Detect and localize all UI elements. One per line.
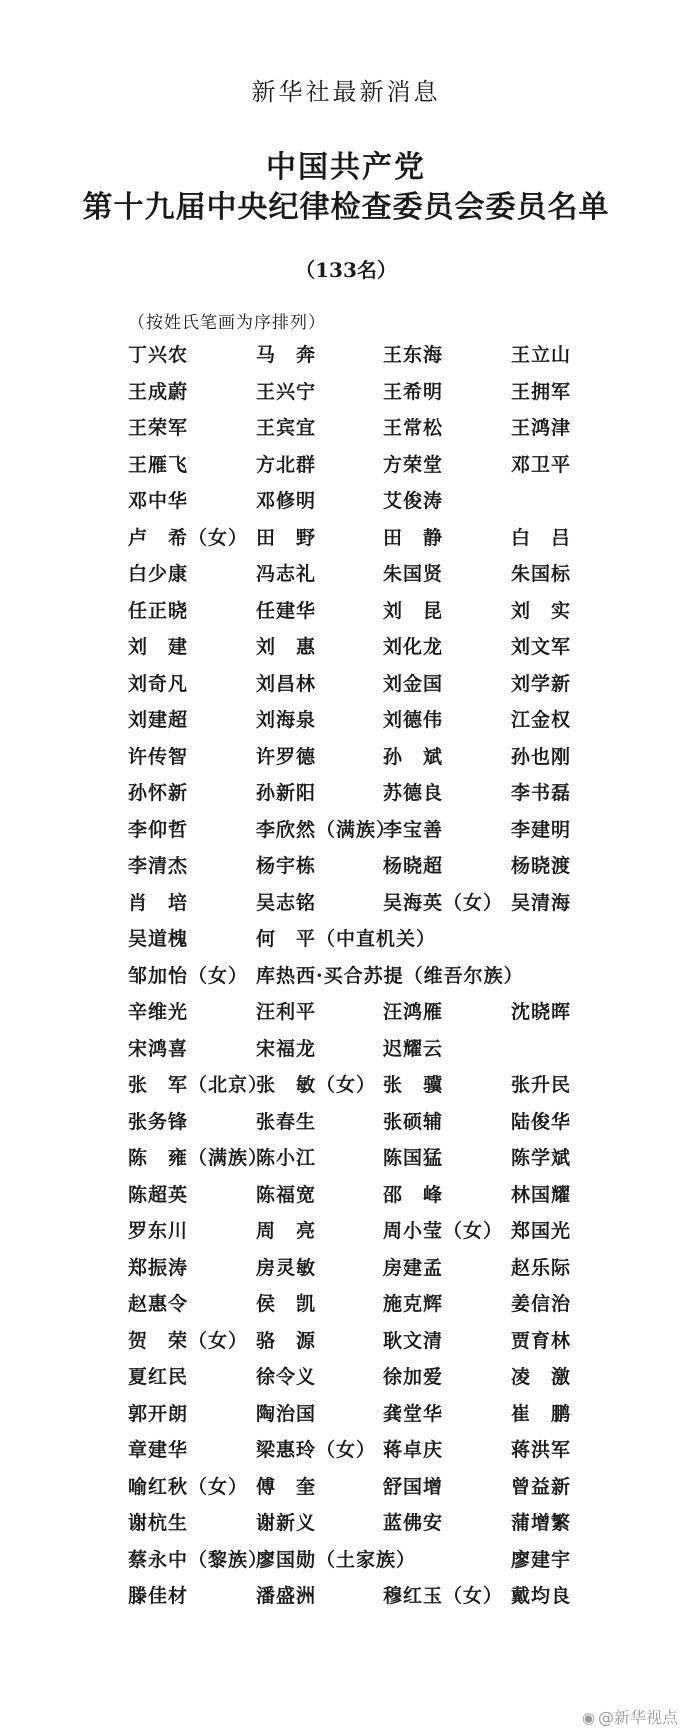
member-name: 蓝佛安 (383, 1512, 444, 1534)
member-name: 郑国光 (511, 1220, 572, 1242)
member-row (128, 991, 658, 1028)
member-name: 孙新阳 (256, 782, 317, 804)
member-name: 张 骥 (383, 1074, 444, 1096)
member-name: 苏德良 (383, 782, 444, 804)
member-name: 汪鸿雁 (383, 1001, 444, 1023)
member-row (128, 1429, 658, 1466)
member-name: 戴均良 (511, 1585, 572, 1607)
member-row (128, 517, 658, 554)
member-name: 马 奔 (256, 344, 317, 366)
member-name: 陶治国 (256, 1402, 317, 1425)
member-name: 宋鸿喜 (128, 1037, 189, 1060)
member-row (128, 1101, 658, 1138)
member-name: 刘 惠 (256, 636, 317, 658)
member-name: 蒋卓庆 (383, 1439, 444, 1461)
member-row (128, 407, 658, 444)
member-name: 任建华 (256, 599, 317, 622)
member-row (128, 480, 658, 517)
member-name: 吴志铭 (256, 891, 317, 914)
member-name: 蒲增繁 (511, 1512, 572, 1534)
member-name: 冯志礼 (256, 563, 317, 585)
member-name: 贺 荣（女） (128, 1329, 249, 1352)
member-row (128, 1174, 658, 1211)
member-name: 田 野 (256, 526, 317, 549)
member-name: 朱国贤 (383, 563, 444, 585)
member-name: 何 平（中直机关） (256, 928, 437, 950)
member-name: 廖建宇 (511, 1548, 572, 1571)
member-name: 邓修明 (256, 490, 317, 512)
member-name: 蒋洪军 (511, 1439, 572, 1461)
member-name: 刘 实 (511, 599, 572, 622)
member-name: 方北群 (256, 453, 317, 476)
member-name: 侯 凯 (256, 1293, 317, 1315)
member-name: 孙 斌 (383, 745, 444, 768)
title-party: 中国共产党 (266, 150, 426, 185)
member-name: 曾益新 (511, 1475, 572, 1498)
member-name: 李清杰 (128, 855, 189, 877)
member-name: 许传智 (128, 745, 189, 768)
member-name: 喻红秋（女） (128, 1475, 249, 1498)
member-name: 刘金国 (383, 672, 444, 695)
member-name: 王常松 (383, 417, 444, 439)
member-name: 赵乐际 (511, 1256, 572, 1279)
member-row (128, 663, 658, 700)
member-row (128, 1247, 658, 1284)
member-row (128, 882, 658, 919)
member-name: 迟耀云 (383, 1037, 444, 1060)
member-name: 朱国标 (511, 563, 572, 585)
member-name: 肖 培 (128, 891, 189, 914)
member-name: 刘 昆 (383, 599, 444, 622)
member-name: 龚堂华 (383, 1402, 444, 1425)
member-name: 张 军（北京） (128, 1074, 269, 1096)
member-name: 王兴宁 (256, 380, 317, 403)
member-row (128, 334, 658, 371)
member-name: 周小莹（女） (383, 1220, 504, 1242)
member-name: 田 静 (383, 526, 444, 549)
member-name: 方荣堂 (383, 453, 444, 476)
member-row (128, 626, 658, 663)
member-name: 陈 雍（满族） (128, 1147, 269, 1169)
member-name: 许罗德 (256, 745, 317, 768)
member-name: 陈学斌 (511, 1147, 572, 1169)
member-name: 施克辉 (383, 1293, 444, 1315)
member-name: 库热西·买合苏提（维吾尔族） (256, 964, 524, 987)
member-name: 杨宇栋 (256, 855, 317, 877)
member-name: 陆俊华 (511, 1110, 572, 1133)
member-name: 王希明 (383, 380, 444, 403)
member-name: 张硕辅 (383, 1110, 444, 1133)
member-name: 王雁飞 (128, 453, 189, 476)
member-name: 吴道槐 (128, 928, 189, 950)
member-name: 张春生 (256, 1110, 317, 1133)
member-name: 汪利平 (256, 1001, 317, 1023)
member-name: 崔 鹏 (511, 1402, 572, 1425)
watermark (582, 1705, 678, 1728)
member-name: 刘文军 (511, 636, 572, 658)
member-name: 徐加爱 (383, 1366, 444, 1388)
member-row (128, 918, 658, 955)
member-name: 林国耀 (511, 1183, 572, 1206)
member-name-grid (128, 334, 658, 1612)
member-name: 李仰哲 (128, 818, 189, 841)
member-name: 耿文清 (383, 1329, 444, 1352)
member-row (128, 845, 658, 882)
weibo-icon: ◉ (581, 1709, 595, 1727)
member-name: 吴清海 (511, 891, 572, 914)
member-name: 张升民 (511, 1074, 572, 1096)
member-name: 刘 建 (128, 636, 189, 658)
member-name: 王成蔚 (128, 380, 189, 403)
member-name: 李建明 (511, 818, 572, 841)
member-name: 傅 奎 (256, 1475, 317, 1498)
member-row (128, 772, 658, 809)
member-row (128, 1210, 658, 1247)
member-name: 邓中华 (128, 490, 189, 512)
member-name: 卢 希（女） (128, 526, 249, 549)
member-row (128, 1028, 658, 1065)
member-name: 潘盛洲 (256, 1585, 317, 1607)
member-name: 刘建超 (128, 709, 189, 731)
member-name: 邵 峰 (383, 1183, 444, 1206)
member-row (128, 371, 658, 408)
member-name: 周 亮 (256, 1220, 317, 1242)
watermark-text: @新华视点 (597, 1708, 678, 1727)
member-name: 陈超英 (128, 1183, 189, 1206)
member-row (128, 809, 658, 846)
member-name: 舒国增 (383, 1475, 444, 1498)
member-name: 王宾宜 (256, 417, 317, 439)
member-name: 陈国猛 (383, 1147, 444, 1169)
member-name: 杨晓超 (383, 855, 444, 877)
member-name: 任正晓 (128, 599, 189, 622)
member-name: 贾育林 (511, 1329, 572, 1352)
member-name: 孙怀新 (128, 782, 189, 804)
member-name: 刘海泉 (256, 709, 317, 731)
news-source: 新华社最新消息 (251, 78, 441, 106)
member-name: 李欣然（满族） (256, 818, 397, 841)
member-row (128, 1575, 658, 1612)
member-name: 罗东川 (128, 1220, 189, 1242)
member-name: 邓卫平 (511, 453, 572, 476)
member-name: 邹加怡（女） (128, 964, 249, 987)
member-row (128, 1502, 658, 1539)
member-name: 徐令义 (256, 1366, 317, 1388)
member-name: 辛维光 (128, 1001, 189, 1023)
member-name: 李书磊 (511, 782, 572, 804)
member-name: 姜信治 (511, 1293, 572, 1315)
member-name: 刘学新 (511, 672, 572, 695)
member-name: 丁兴农 (128, 344, 189, 366)
member-name: 艾俊涛 (383, 490, 444, 512)
member-name: 章建华 (128, 1439, 189, 1461)
ordering-note: （按姓氏笔画为序排列） (128, 313, 326, 333)
member-name: 陈福宽 (256, 1183, 317, 1206)
member-name: 杨晓渡 (511, 855, 572, 877)
member-name: 廖国勋（土家族） (256, 1548, 417, 1571)
title-committee-list: 第十九届中央纪律检查委员会委员名单 (82, 190, 610, 225)
member-name: 谢杭生 (128, 1512, 189, 1534)
member-name: 刘德伟 (383, 709, 444, 731)
member-name: 夏红民 (128, 1366, 189, 1388)
member-row (128, 1283, 658, 1320)
member-row (128, 699, 658, 736)
member-name: 梁惠玲（女） (256, 1439, 377, 1461)
member-name: 沈晓晖 (511, 1001, 572, 1023)
member-name: 王拥军 (511, 380, 572, 403)
member-name: 孙也刚 (511, 745, 572, 768)
member-name: 蔡永中（黎族） (128, 1548, 269, 1571)
member-name: 李宝善 (383, 818, 444, 841)
member-name: 张务锋 (128, 1110, 189, 1133)
member-row (128, 1064, 658, 1101)
member-name: 房灵敏 (256, 1256, 317, 1279)
member-row (128, 1539, 658, 1576)
member-name: 白少康 (128, 563, 189, 585)
member-row (128, 1320, 658, 1357)
member-name: 宋福龙 (256, 1037, 317, 1060)
member-row (128, 1356, 658, 1393)
member-row (128, 955, 658, 992)
member-name: 凌 激 (511, 1366, 572, 1388)
member-name: 王东海 (383, 344, 444, 366)
member-name: 白 吕 (511, 526, 572, 549)
member-row (128, 1137, 658, 1174)
member-name: 刘昌林 (256, 672, 317, 695)
member-name: 刘化龙 (383, 636, 444, 658)
member-name: 赵惠令 (128, 1293, 189, 1315)
member-name: 吴海英（女） (383, 891, 504, 914)
member-name: 王荣军 (128, 417, 189, 439)
member-row (128, 736, 658, 773)
member-name: 房建孟 (383, 1256, 444, 1279)
member-count: （133名） (295, 258, 397, 282)
member-row (128, 590, 658, 627)
member-name: 王鸿津 (511, 417, 572, 439)
member-name: 穆红玉（女） (383, 1585, 504, 1607)
member-name: 江金权 (511, 709, 572, 731)
member-name: 张 敏（女） (256, 1074, 377, 1096)
member-row (128, 444, 658, 481)
member-name: 刘奇凡 (128, 672, 189, 695)
member-name: 滕佳材 (128, 1585, 189, 1607)
member-name: 郑振涛 (128, 1256, 189, 1279)
member-name: 郭开朗 (128, 1402, 189, 1425)
member-name: 陈小江 (256, 1147, 317, 1169)
member-name: 王立山 (511, 344, 572, 366)
member-row (128, 1466, 658, 1503)
member-name: 骆 源 (256, 1329, 317, 1352)
member-name: 谢新义 (256, 1512, 317, 1534)
member-row (128, 553, 658, 590)
member-row (128, 1393, 658, 1430)
